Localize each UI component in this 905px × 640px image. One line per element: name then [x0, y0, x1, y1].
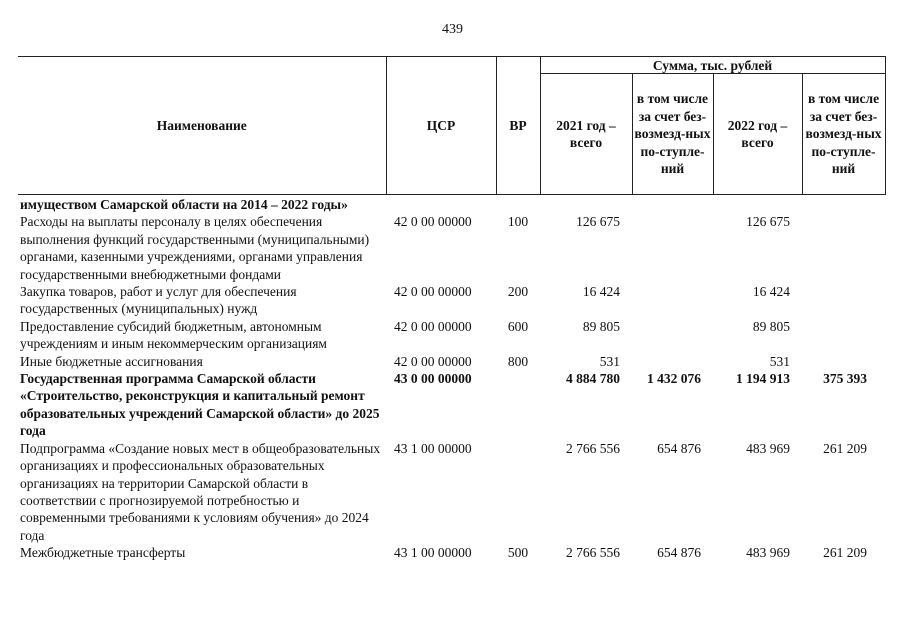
row-sum-2021: 531 [599, 353, 620, 369]
row-sum-2021-free: 654 876 [657, 545, 701, 561]
row-sum-2022-free: 375 393 [823, 371, 868, 387]
row-sum-2022-free: 261 209 [823, 440, 868, 456]
header-2021-total: 2021 год – всего [540, 74, 632, 195]
row-vr: 600 [507, 318, 529, 334]
row-name: Предоставление субсидий бюджетным, автономным учреждениям и иным некоммерческим организациям [20, 318, 327, 352]
row-sum-2021-free [632, 353, 713, 370]
row-sum-2021: 2 766 556 [566, 545, 620, 561]
table-row [18, 318, 885, 353]
row-vr [496, 440, 540, 544]
row-sum-2021-free: 1 432 076 [647, 371, 701, 387]
table-row [18, 195, 885, 214]
row-name: Подпрограмма «Создание новых мест в общеобразовательных организациях и профессиональных образовательных организациях на территории Самарской области в соответствии с прогнозируемой потребностью и современными требованиями к условиям обучения» до 2024 года [20, 440, 381, 543]
row-sum-2021: 4 884 780 [566, 371, 620, 387]
row-vr: 200 [507, 284, 529, 300]
header-name: Наименование [18, 57, 386, 195]
table-row [18, 283, 885, 318]
row-sum-2021-free [632, 195, 713, 214]
header-vr: ВР [496, 57, 540, 195]
row-sum-2021: 16 424 [582, 284, 620, 300]
budget-table [18, 56, 886, 562]
row-vr [496, 370, 540, 440]
row-sum-2022 [713, 195, 802, 214]
header-2021-free: в том числе за счет без-возмезд-ных по-ступле-ний [632, 74, 713, 195]
row-csr: 43 0 00 00000 [394, 371, 472, 387]
row-sum-2022: 126 675 [746, 214, 790, 230]
row-sum-2021-free: 654 876 [657, 440, 701, 456]
table-row [18, 213, 885, 283]
row-sum-2022-free [802, 353, 885, 370]
row-csr [386, 195, 496, 214]
table-row [18, 353, 885, 370]
table-row [18, 544, 885, 561]
row-sum-2021 [540, 195, 632, 214]
row-name: Иные бюджетные ассигнования [20, 353, 203, 369]
header-2022-total: 2022 год – всего [713, 74, 802, 195]
page-number: 439 [442, 22, 463, 37]
row-sum-2022: 16 424 [752, 284, 790, 300]
table-row [18, 370, 885, 440]
header-csr: ЦСР [386, 57, 496, 195]
row-sum-2021: 89 805 [582, 318, 620, 334]
row-sum-2022: 1 194 913 [736, 371, 790, 387]
row-csr: 42 0 00 00000 [394, 284, 472, 300]
row-sum-2022: 89 805 [752, 318, 790, 334]
row-name: Закупка товаров, работ и услуг для обеспечения государственных (муниципальных) нужд [20, 284, 297, 317]
table-row [18, 440, 885, 544]
row-csr: 43 1 00 00000 [394, 440, 472, 456]
row-sum-2022-free [802, 318, 885, 353]
header-2022-free: в том числе за счет без-возмезд-ных по-ступле-ний [802, 74, 885, 195]
row-csr: 42 0 00 00000 [394, 318, 472, 334]
row-sum-2022: 483 969 [746, 440, 790, 456]
header-sum-title: Сумма, тыс. рублей [540, 57, 885, 74]
row-csr: 42 0 00 00000 [394, 214, 472, 230]
row-sum-2022: 531 [769, 353, 790, 369]
row-sum-2022: 483 969 [746, 545, 790, 561]
row-sum-2022-free [802, 213, 885, 283]
row-vr [496, 195, 540, 214]
row-sum-2022-free: 261 209 [823, 545, 868, 561]
row-csr: 42 0 00 00000 [394, 353, 472, 369]
row-sum-2022-free [802, 283, 885, 318]
row-name: Межбюджетные трансферты [20, 545, 186, 561]
row-sum-2021-free [632, 213, 713, 283]
row-vr: 100 [507, 214, 529, 230]
row-sum-2021-free [632, 318, 713, 353]
row-sum-2021: 2 766 556 [566, 440, 620, 456]
table-header [18, 57, 885, 195]
row-name: имуществом Самарской области на 2014 – 2022 годы» [20, 197, 348, 212]
row-name: Государственная программа Самарской области «Строительство, реконструкция и капитальный ремонт образовательных учреждений Самарской области» до 2025 года [20, 371, 380, 439]
row-sum-2021-free [632, 283, 713, 318]
row-name: Расходы на выплаты персоналу в целях обеспечения выполнения функций государственными (муниципальными) органами, казенными учреждениями, органами управления государственными внебюджетными фондами [20, 214, 370, 282]
table-body [18, 195, 885, 562]
row-vr: 800 [507, 353, 529, 369]
row-vr: 500 [507, 545, 529, 561]
row-csr: 43 1 00 00000 [394, 545, 472, 561]
row-sum-2022-free [802, 195, 885, 214]
row-sum-2021: 126 675 [576, 214, 620, 230]
